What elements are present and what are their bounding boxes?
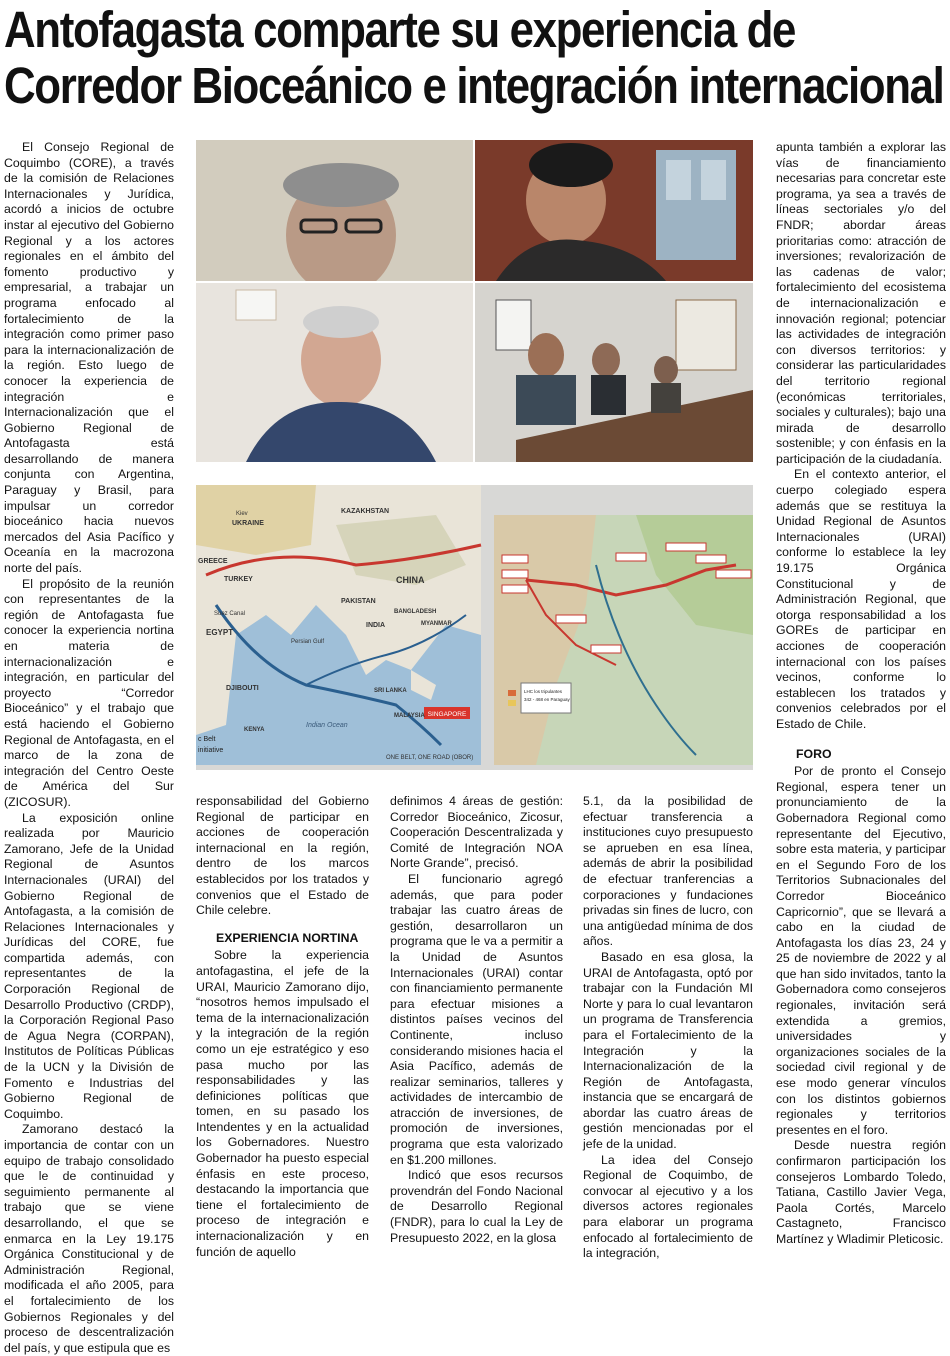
map-label-djibouti: DJIBOUTI (226, 685, 259, 692)
map-label-egypt: EGYPT (206, 628, 234, 637)
paragraph: 5.1, da la posibilidad de efectuar transferencia a instituciones cuyo presupuesto se aprueben en esa línea, además de abrir la posibilidad de efectuar tranferencias a corporaciones y fundaciones privadas sin fines de lucro, con una antigüedad mínima de dos años. (583, 794, 753, 949)
map-label-belt: c Belt (198, 736, 216, 743)
map-label-obor: ONE BELT, ONE ROAD (OBOR) (386, 755, 474, 761)
paragraph: definimos 4 áreas de gestión: Corredor Bioceánico, Zicosur, Cooperación Descentralizada y Comité de Integración NOA Norte Grande”, precisó. (390, 794, 563, 871)
paragraph: Basado en esa glosa, la URAI de Antofagasta, optó por trabajar con la Fundación MI Norte y para lo cual levantaron un programa de Transferencia para el Fortalecimiento de la Integración y la Internacionalización de la Región de Antofagasta, instancia que se encargará de abordar las cuatro áreas de gestión mencionadas por el jefe de la unidad. (583, 949, 753, 1152)
map-label-ukraine: UKRAINE (232, 520, 264, 527)
maps-photo (196, 485, 753, 770)
subheading-experiencia-nortina: EXPERIENCIA NORTINA (216, 930, 359, 945)
paragraph: apunta también a explorar las vías de financiamiento necesarias para concretar este programa, ya sea a través de líneas sectoriales y/o del FNDR; abordar áreas prioritarias como: atracción de inversiones; revalorización de las cadenas de valor; fortalecimiento del ecosistema de internacionalización e innovación regional; potenciar las actividades de integración con diversos territorios: y considerar las particularidades del territorio regional (económicas territoriales, sociales y culturales); bajo una mirada de desarrollo sostenible; y con énfasis en la participación de la ciudadanía. (776, 140, 946, 466)
route-legend-1: LHC los tripulantes (524, 689, 563, 694)
video-conference-photo (196, 140, 753, 462)
paragraph: El Consejo Regional de Coquimbo (CORE), a través de la comisión de Relaciones Internacionales y Jurídica, acordó a inicios de octubre instar al ejecutivo del Gobierno Regional y a los actores regionales en el ámbito del fomento productivo y empresarial, a trabajar un programa enfocado al fortalecimiento de la integración como primer paso para la internacionalización de la región. Esto luego de conocer la experiencia de integración e Internacionalización que el Gobierno Regional de Antofagasta está desarrollando de manera conjunta con Argentina, Paraguay y Brasil, para impulsar un corredor bioceánico hacia nuevos mercados del Asia Pacífico y Oceanía en la macrozona norte del país. (4, 140, 174, 576)
map-label-malaysia: MALAYSIA (394, 713, 425, 719)
paragraph: Desde nuestra región confirmaron participación los consejeros Lombardo Toledo, Tatiana, Castillo Javier Vega, Paola Cortés, Marcelo Castagneto, Francisco Martínez y Wladimir Pleticosic. (776, 1138, 946, 1246)
map-label-gulf: Persian Gulf (291, 639, 325, 645)
map-label-suez: Suez Canal (214, 611, 246, 617)
map-label-indian-ocean: Indian Ocean (306, 722, 348, 729)
headline-line-1: Antofagasta comparte su experiencia de (4, 1, 796, 58)
paragraph: responsabilidad del Gobierno Regional de participar en acciones de cooperación internacional en la región, dentro de los marcos establecidos por los tratados y convenios que el Estado de Chile celebre. (196, 794, 369, 918)
map-label-turkey: TURKEY (224, 576, 253, 583)
paragraph: El funcionario agregó además, que para poder trabajar las cuatro áreas de gestión, desarrollaron un programa que le va a permitir a la Unidad de Asuntos Internacionales (URAI) contar con financiamiento permanente para efectuar misiones a distintos países vecinos del Continente, incluso considerando misiones hacia el Asia Pacífico, además de realizar seminarios, talleres y actividades de intercambio de atracción de inversiones, de promoción de inversiones, programa que esta valorizado en $1.200 millones. (390, 871, 563, 1167)
map-label-pakistan: PAKISTAN (341, 598, 376, 605)
paragraph: La exposición online realizada por Mauricio Zamorano, Jefe de la Unidad Regional de Asuntos Internacionales (URAI) del Gobierno Regional de Antofagasta, a la comisión de Relaciones Internacionales y Jurídicas del CORE, fue compartida además, con representantes de la Corporación Regional de Desarrollo Productivo (CRDP), la Corporación Regional Paso de Agua Negra (CORPAN), Institutos de Políticas Públicas de la UCN y la División de Fomento e Industrias del Gobierno Regional de Coquimbo. (4, 810, 174, 1121)
map-label-myanmar: MYANMAR (421, 621, 452, 627)
headline (4, 1, 944, 114)
map-label-kiev: Kiev (236, 511, 248, 517)
paragraph: Sobre la experiencia antofagastina, el jefe de la URAI, Mauricio Zamorano dijo, “nosotros hemos impulsado el tema de la internacionalización y la integración de la región como un eje estratégico y eso pasa mucho por las responsabilidades y las definiciones políticas que tomen, en su pasado los Intendentes y en la actualidad los Gobernadores. Nuestro Gobernador ha puesto especial énfasis en este proceso, destacando la importancia que tiene el fortalecimiento de proceso de integración e internacionalización y en función de aquello (196, 948, 369, 1259)
paragraph: Por de pronto el Consejo Regional, espera tener un pronunciamiento de la Gobernadora Regional como representante del Ejecutivo, sobre esta materia, y participar en el Segundo Foro de los Territorios Subnacionales del Corredor Bioceánico Capricornio”, que se llevará a cabo en la ciudad de Antofagasta los días 23, 24 y 25 de noviembre de 2022 y al que han sido invitados, tanto la Gobernadora como consejeros regionales, invitación será extendida a gremios, universidades y organizaciones sociales de la sociedad civil regional y de ese modo generar vínculos con los distintos gobiernos regionales y territorios presentes en el foro. (776, 764, 946, 1137)
map-label-china: CHINA (396, 575, 425, 585)
map-label-singapore: SINGAPORE (427, 711, 467, 718)
headline-line-2: Corredor Bioceánico e integración internacional (4, 57, 944, 114)
subheading-foro: FORO (796, 746, 832, 761)
column-1 (4, 140, 174, 1355)
paragraph: El propósito de la reunión con representantes de la región de Antofagasta fue conocer la experiencia nortina en materia de internacionalización e integración, en particular del proyecto “Corredor Bioceánico” y el trabajo que está haciendo el Gobierno Regional de Antofagasta, en el marco de la zona de integración del Centro Oeste de América del Sur (ZICOSUR). (4, 576, 174, 809)
paragraph: Zamorano destacó la importancia de contar con un equipo de trabajo consolidado que le de continuidad y seguimiento permanente al trabajo que se viene desarrollando, el que se enmarca en la Ley 19.175 Orgánica Constitucional y de Administración Regional, modificada el año 2005, para el fortalecimiento de los Gobiernos Regionales y del proceso de descentralización del país, y que estipula que es (4, 1122, 174, 1355)
paragraph: En el contexto anterior, el cuerpo colegiado espera además que se restituya la Unidad Regional de Asuntos Internacionales (URAI) conforme lo establece la ley 19.175 Orgánica Constitucional y de Administración Regional, que otorga responsabilidad a los GOREs de participar en acciones de cooperación internacional con los países vecinos, conforme lo establecen los tratados y convenios celebrados por el Estado de Chile. (776, 467, 946, 731)
column-2 (196, 794, 369, 1259)
map-label-bangladesh: BANGLADESH (394, 609, 437, 615)
map-label-kenya: KENYA (244, 727, 265, 733)
paragraph: Indicó que esos recursos provendrán del Fondo Nacional de Desarrollo Regional (FNDR), para lo cual la Ley de Presupuesto 2022, en la glosa (390, 1168, 563, 1245)
map-label-initiative: initiative (198, 747, 224, 754)
map-label-india: INDIA (366, 622, 386, 629)
map-label-greece: GREECE (198, 558, 228, 565)
paragraph: La idea del Consejo Regional de Coquimbo, de convocar al ejecutivo y a los diversos actores regionales para elaborar un programa enfocado al fortalecimiento de la integración, (583, 1152, 753, 1261)
map-label-srilanka: SRI LANKA (374, 688, 407, 694)
column-4 (583, 794, 753, 1261)
route-legend-2: 342 - 468 en Paraguay (524, 697, 570, 702)
map-label-kazakhstan: KAZAKHSTAN (341, 508, 390, 515)
column-5 (776, 140, 946, 1246)
column-3 (390, 794, 563, 1245)
